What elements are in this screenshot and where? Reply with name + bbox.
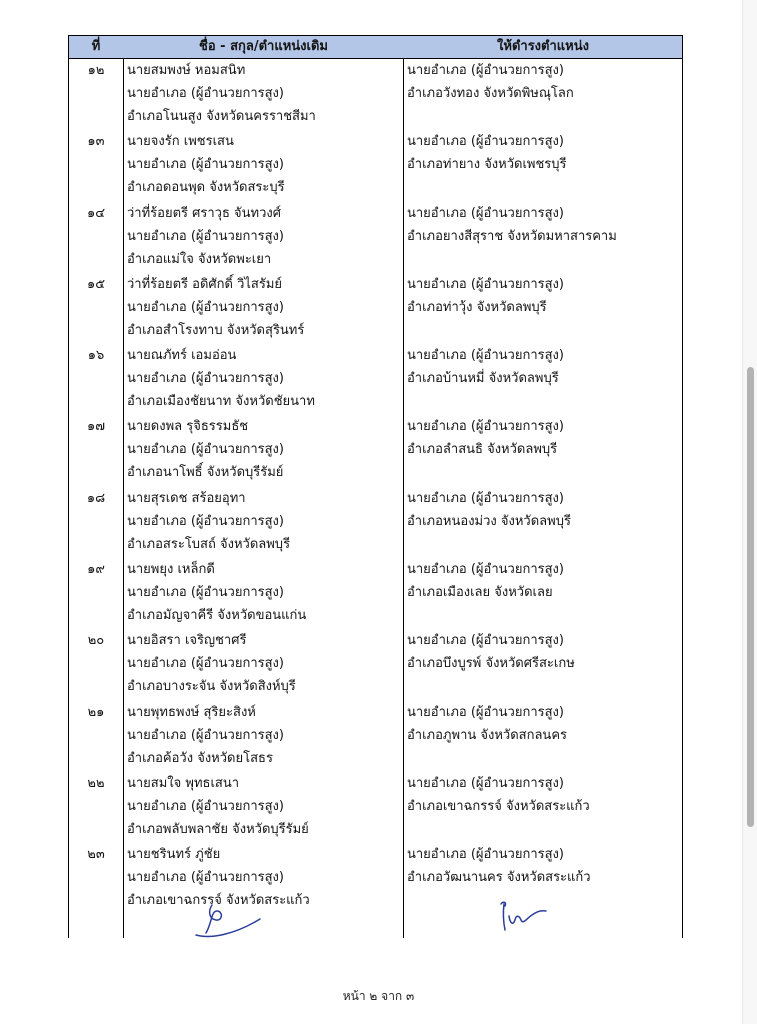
new-title: นายอำเภอ (ผู้อำนวยการสูง) [407, 633, 564, 649]
scrollbar-thumb[interactable] [747, 367, 754, 827]
row-number: ๑๗ [86, 419, 106, 435]
old-title: นายอำเภอ (ผู้อำนวยการสูง) [127, 442, 284, 458]
new-position-cell [404, 701, 682, 747]
old-office: อำเภอบางระจัน จังหวัดสิงห์บุรี [127, 679, 296, 695]
old-office: อำเภอเมืองชัยนาท จังหวัดชัยนาท [127, 394, 315, 410]
person-cell [124, 487, 403, 556]
person-name: นายสุรเดช สร้อยอุทา [127, 490, 246, 506]
person-cell [124, 344, 403, 413]
new-title: นายอำเภอ (ผู้อำนวยการสูง) [407, 419, 564, 435]
person-name: นายณภัทร์ เอมอ่อน [127, 348, 237, 364]
new-office: อำเภอวังทอง จังหวัดพิษณุโลก [407, 86, 574, 101]
old-office: อำเภอสระโบสถ์ จังหวัดลพบุรี [127, 536, 291, 552]
old-office: อำเภอพลับพลาชัย จังหวัดบุรีรัมย์ [127, 821, 309, 837]
old-office: อำเภอมัญจาคีรี จังหวัดขอนแก่น [127, 608, 307, 624]
old-title: นายอำเภอ (ผู้อำนวยการสูง) [127, 86, 284, 101]
new-office: อำเภอท่าวุ้ง จังหวัดลพบุรี [407, 299, 547, 315]
old-title: นายอำเภอ (ผู้อำนวยการสูง) [127, 798, 284, 814]
header-new-position: ให้ดำรงตำแหน่ง [497, 39, 589, 54]
new-title: นายอำเภอ (ผู้อำนวยการสูง) [407, 63, 564, 78]
row-number: ๑๔ [86, 205, 106, 221]
row-number: ๑๒ [87, 63, 105, 78]
new-position-cell [404, 772, 682, 818]
table-row [69, 59, 682, 130]
new-office: อำเภอเขาฉกรรจ์ จังหวัดสระแก้ว [407, 798, 590, 814]
new-office: อำเภอหนองม่วง จังหวัดลพบุรี [407, 513, 571, 529]
new-position-cell [404, 843, 682, 889]
person-name: ว่าที่ร้อยตรี ศราวุธ จันทวงศ์ [127, 205, 282, 221]
new-title: นายอำเภอ (ผู้อำนวยการสูง) [407, 348, 564, 364]
row-number: ๑๕ [86, 276, 106, 292]
new-title: นายอำเภอ (ผู้อำนวยการสูง) [407, 562, 564, 578]
header-name-old-position: ชื่อ - สกุล/ตำแหน่งเดิม [199, 39, 328, 54]
signature-stroke [206, 905, 221, 933]
old-office: อำเภอดอนพุด จังหวัดสระบุรี [127, 180, 285, 196]
new-position-cell [404, 59, 682, 105]
new-office: อำเภอลำสนธิ จังหวัดลพบุรี [407, 442, 558, 458]
person-cell [124, 415, 403, 484]
new-office: อำเภอบ้านหมี่ จังหวัดลพบุรี [407, 371, 559, 387]
person-name: นายพุทธพงษ์ สุริยะสิงห์ [127, 704, 256, 720]
old-office: อำเภอโนนสูง จังหวัดนครราชสีมา [127, 109, 316, 124]
old-office: อำเภอเขาฉกรรจ์ จังหวัดสระแก้ว [127, 893, 310, 909]
person-cell [124, 59, 403, 128]
person-cell [124, 202, 403, 271]
old-title: นายอำเภอ (ผู้อำนวยการสูง) [127, 656, 284, 672]
person-name: นายจงรัก เพชรเสน [127, 134, 234, 150]
old-title: นายอำเภอ (ผู้อำนวยการสูง) [127, 299, 284, 315]
table-row [69, 772, 682, 843]
new-position-cell [404, 629, 682, 675]
new-title: นายอำเภอ (ผู้อำนวยการสูง) [407, 775, 564, 791]
table-row [69, 701, 682, 772]
appointment-table [68, 35, 683, 938]
table-row [69, 415, 682, 486]
new-position-cell [404, 558, 682, 604]
row-number: ๒๓ [87, 847, 105, 863]
page-number-footer: หน้า ๒ จาก ๓ [342, 989, 415, 1003]
person-name: นายชรินทร์ ภู่ชัย [127, 847, 221, 863]
old-office: อำเภอแม่ใจ จังหวัดพะเยา [127, 251, 272, 267]
row-number: ๑๓ [87, 134, 105, 150]
new-title: นายอำเภอ (ผู้อำนวยการสูง) [407, 490, 564, 506]
person-cell [124, 130, 403, 199]
person-cell [124, 629, 403, 698]
row-number: ๑๖ [87, 348, 105, 364]
row-number: ๑๙ [87, 562, 105, 578]
old-title: นายอำเภอ (ผู้อำนวยการสูง) [127, 727, 284, 743]
person-cell [124, 701, 403, 770]
new-office: อำเภอบึงบูรพ์ จังหวัดศรีสะเกษ [407, 656, 575, 672]
new-title: นายอำเภอ (ผู้อำนวยการสูง) [407, 205, 564, 221]
old-title: นายอำเภอ (ผู้อำนวยการสูง) [127, 371, 284, 387]
person-cell [124, 558, 403, 627]
handwritten-signature [190, 893, 272, 939]
table-row [69, 130, 682, 201]
person-name: นายอิสรา เจริญชาศรี [127, 633, 247, 649]
new-position-cell [404, 344, 682, 390]
row-number: ๒๑ [87, 704, 105, 720]
old-office: อำเภอสำโรงทาบ จังหวัดสุรินทร์ [127, 322, 305, 338]
old-office: อำเภอนาโพธิ์ จังหวัดบุรีรัมย์ [127, 465, 284, 481]
new-office: อำเภอภูพาน จังหวัดสกลนคร [407, 727, 567, 743]
new-position-cell [404, 415, 682, 461]
row-number: ๒๒ [87, 775, 105, 791]
person-name: ว่าที่ร้อยตรี อดิศักดิ์ วิไสรัมย์ [127, 276, 283, 292]
row-number: ๑๘ [86, 490, 106, 506]
new-position-cell [404, 130, 682, 176]
new-office: อำเภอวัฒนานคร จังหวัดสระแก้ว [407, 870, 591, 886]
table-row [69, 487, 682, 558]
new-position-cell [404, 202, 682, 248]
old-title: นายอำเภอ (ผู้อำนวยการสูง) [127, 870, 284, 886]
new-position-cell [404, 273, 682, 319]
person-name: นายสมพงษ์ หอมสนิท [127, 63, 246, 78]
new-office: อำเภอเมืองเลย จังหวัดเลย [407, 585, 553, 601]
handwritten-signature [494, 896, 550, 934]
old-office: อำเภอค้อวัง จังหวัดยโสธร [127, 750, 273, 766]
new-position-cell [404, 487, 682, 533]
old-title: นายอำเภอ (ผู้อำนวยการสูง) [127, 228, 284, 244]
person-name: นายดงพล รุจิธรรมธัช [127, 419, 249, 435]
table-row [69, 273, 682, 344]
old-title: นายอำเภอ (ผู้อำนวยการสูง) [127, 513, 284, 529]
table-body [69, 59, 682, 915]
header-no: ที่ [91, 39, 101, 54]
person-cell [124, 273, 403, 342]
table-row [69, 344, 682, 415]
table-row [69, 843, 682, 914]
new-office: อำเภอท่ายาง จังหวัดเพชรบุรี [407, 157, 567, 173]
row-number: ๒๐ [87, 633, 105, 649]
table-row [69, 202, 682, 273]
table-row [69, 629, 682, 700]
vertical-scrollbar[interactable] [742, 0, 757, 1024]
person-cell [124, 772, 403, 841]
new-office: อำเภอยางสีสุราช จังหวัดมหาสารคาม [407, 228, 617, 244]
person-name: นายพยุง เหล็กดี [127, 562, 215, 578]
new-title: นายอำเภอ (ผู้อำนวยการสูง) [407, 704, 564, 720]
table-header-row [69, 35, 682, 59]
old-title: นายอำเภอ (ผู้อำนวยการสูง) [127, 157, 284, 173]
new-title: นายอำเภอ (ผู้อำนวยการสูง) [407, 134, 564, 150]
new-title: นายอำเภอ (ผู้อำนวยการสูง) [407, 847, 564, 863]
signature-stroke [509, 911, 546, 923]
old-title: นายอำเภอ (ผู้อำนวยการสูง) [127, 585, 284, 601]
signature-stroke [196, 919, 260, 936]
signature-stroke [503, 904, 505, 930]
table-row [69, 558, 682, 629]
person-name: นายสมใจ พุทธเสนา [127, 775, 240, 791]
new-title: นายอำเภอ (ผู้อำนวยการสูง) [407, 276, 564, 292]
